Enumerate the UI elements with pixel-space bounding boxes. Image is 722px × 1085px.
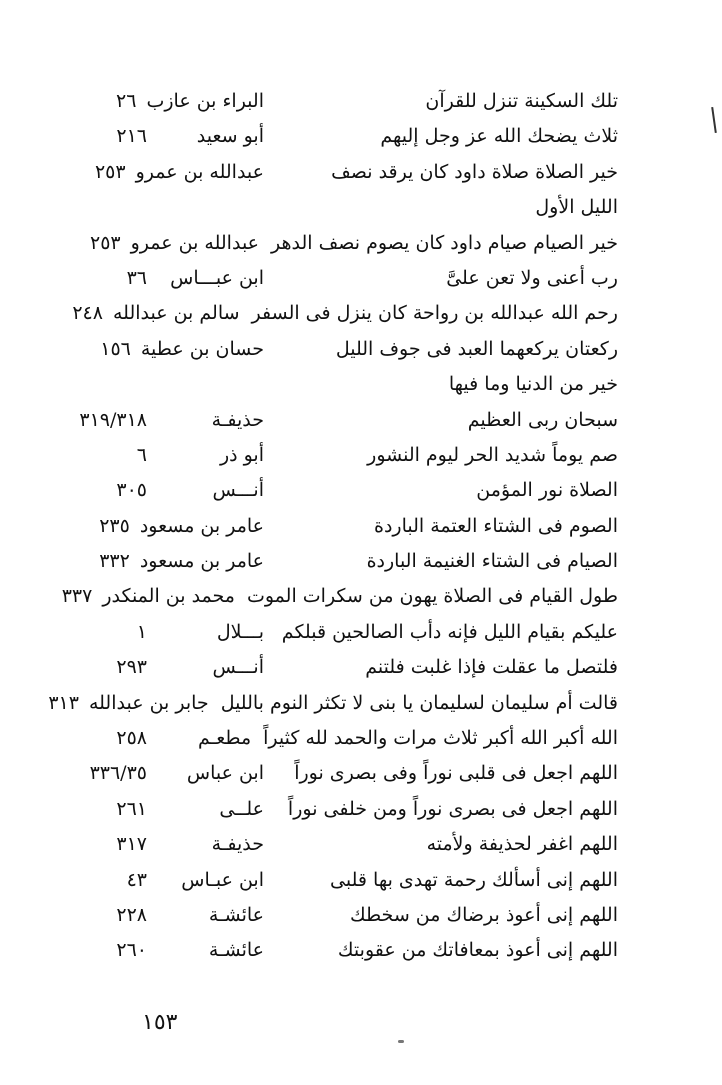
page-reference: ٢١٦ xyxy=(116,125,147,148)
page-reference: ٢٢٨ xyxy=(116,903,147,926)
index-entry xyxy=(0,863,722,898)
index-entry xyxy=(0,615,722,650)
hadith-text: عليكم بقيام الليل فإنه دأب الصالحين قبلكم xyxy=(281,620,618,643)
hadith-text: اللهم اجعل فى قلبى نوراً وفى بصرى نوراً xyxy=(294,762,618,785)
hadith-text: اللهم اجعل فى بصرى نوراً ومن خلفى نوراً xyxy=(287,797,618,820)
page-reference: ٢٦٠ xyxy=(116,939,147,962)
hadith-text: رحم الله عبدالله بن رواحة كان ينزل فى السفر xyxy=(251,302,618,325)
page-reference: ٢٩٣ xyxy=(116,656,147,679)
index-entry xyxy=(0,84,722,119)
hadith-text: اللهم إنى أعوذ بمعافاتك من عقوبتك xyxy=(337,939,618,962)
narrator-name: حذيفـة xyxy=(211,408,264,431)
hadith-text: تلك السكينة تنزل للقرآن xyxy=(425,90,618,112)
index-entry xyxy=(0,827,722,862)
index-entry xyxy=(0,296,722,331)
page-reference: ٣٦ xyxy=(126,266,147,289)
page-reference: ٤٣ xyxy=(126,868,147,891)
hadith-text: طول القيام فى الصلاة يهون من سكرات الموت xyxy=(246,585,618,608)
hadith-text: الصوم فى الشتاء العتمة الباردة xyxy=(374,514,618,537)
index-entry xyxy=(0,403,722,438)
index-entry xyxy=(0,119,722,154)
hadith-text: الليل الأول xyxy=(535,196,618,219)
narrator-name: عامر بن مسعود xyxy=(139,550,264,573)
narrator-name: ابن عباس xyxy=(186,762,264,785)
page-reference: ٢٥٣ xyxy=(94,160,126,183)
page-reference: ٢٦١ xyxy=(116,797,147,820)
page-reference: ١٥٦ xyxy=(100,337,131,360)
index-entry xyxy=(0,756,722,791)
page-reference: ١ xyxy=(136,620,147,643)
narrator-name: عبدالله بن عمرو xyxy=(130,231,260,254)
hadith-text: فلتصل ما عقلت فإذا غلبت فلتنم xyxy=(365,656,618,679)
index-entry xyxy=(0,792,722,827)
narrator-name: محمد بن المنكدر xyxy=(102,585,235,608)
hadith-text: اللهم إنى أعوذ برضاك من سخطك xyxy=(349,903,618,926)
page-number: ١٥٣ xyxy=(142,1010,178,1035)
hadith-text: صم يوماً شديد الحر ليوم النشور xyxy=(367,443,618,466)
page-reference: ٢٥٨ xyxy=(116,727,147,750)
narrator-name: عائشـة xyxy=(208,903,264,926)
index-entry xyxy=(0,473,722,508)
narrator-name: سالم بن عبدالله xyxy=(112,302,240,325)
hadith-text: قالت أم سليمان لسليمان يا بنى لا تكثر النوم بالليل xyxy=(220,691,618,714)
page-reference: ٢٤٨ xyxy=(72,302,103,325)
narrator-name: بـــلال xyxy=(216,620,264,643)
index-entry xyxy=(0,579,722,614)
hadith-text: خير الصيام صيام داود كان يصوم نصف الدهر xyxy=(271,231,618,254)
hadith-text: الصيام فى الشتاء الغنيمة الباردة xyxy=(366,550,618,573)
hadith-text: سبحان ربى العظيم xyxy=(467,408,618,431)
page-reference: ٢٣٥ xyxy=(99,514,130,537)
hadith-text: رب أعنى ولا تعن علىَّ xyxy=(446,266,618,289)
index-entry xyxy=(0,367,722,402)
index-entry xyxy=(0,686,722,721)
narrator-name: البراء بن عازب xyxy=(146,90,264,112)
hadith-index-list xyxy=(0,84,722,969)
page-reference: ٣١٣ xyxy=(48,691,79,714)
page-reference: ٣١٩/٣١٨ xyxy=(79,408,147,431)
index-entry xyxy=(0,261,722,296)
page-reference: ٦ xyxy=(136,443,147,466)
page-reference: ٣١٧ xyxy=(116,833,147,856)
index-entry xyxy=(0,155,722,190)
page-reference: ٢٥٣ xyxy=(89,231,121,254)
narrator-name: أبو ذر xyxy=(219,443,264,466)
narrator-name: حذيفـة xyxy=(211,833,264,856)
index-entry xyxy=(0,438,722,473)
index-entry xyxy=(0,332,722,367)
hadith-text: اللهم اغفر لحذيفة ولأمته xyxy=(426,833,618,856)
index-entry xyxy=(0,650,722,685)
index-entry xyxy=(0,721,722,756)
narrator-name: أبو سعيد xyxy=(196,125,264,148)
page-reference: ٣٠٥ xyxy=(116,479,147,502)
page-reference: ٣٣٢ xyxy=(99,550,130,573)
index-entry xyxy=(0,509,722,544)
hadith-text: اللهم إنى أسألك رحمة تهدى بها قلبى xyxy=(330,868,618,891)
narrator-name: ابن عبـــاس xyxy=(170,266,264,289)
index-entry xyxy=(0,190,722,225)
narrator-name: مطعـم xyxy=(198,727,252,750)
page-reference: ٣٣٦/٣٥ xyxy=(89,762,147,785)
hadith-text: خير الصلاة صلاة داود كان يرقد نصف xyxy=(331,160,618,183)
narrator-name: عبدالله بن عمرو xyxy=(135,160,264,183)
index-entry xyxy=(0,933,722,968)
index-entry xyxy=(0,226,722,261)
index-entry xyxy=(0,898,722,933)
hadith-text: الله أكبر الله أكبر ثلاث مرات والحمد لله كثيراً xyxy=(263,727,618,750)
ink-smudge xyxy=(398,1040,404,1043)
hadith-text: الصلاة نور المؤمن xyxy=(476,479,618,502)
index-entry xyxy=(0,544,722,579)
narrator-name: عائشـة xyxy=(208,939,264,962)
narrator-name: عامر بن مسعود xyxy=(139,514,264,537)
page-reference: ٣٣٧ xyxy=(61,585,93,608)
narrator-name: أنـــس xyxy=(212,479,264,502)
hadith-text: خير من الدنيا وما فيها xyxy=(448,373,618,396)
page-reference: ٢٦ xyxy=(116,90,137,112)
narrator-name: حسان بن عطية xyxy=(140,337,264,360)
hadith-text: ثلاث يضحك الله عز وجل إليهم xyxy=(380,125,618,148)
narrator-name: أنـــس xyxy=(212,656,264,679)
hadith-text: ركعتان يركعهما العبد فى جوف الليل xyxy=(335,337,618,360)
narrator-name: ابن عبـاس xyxy=(181,868,264,891)
narrator-name: علــى xyxy=(219,797,264,820)
narrator-name: جابر بن عبدالله xyxy=(88,691,209,714)
